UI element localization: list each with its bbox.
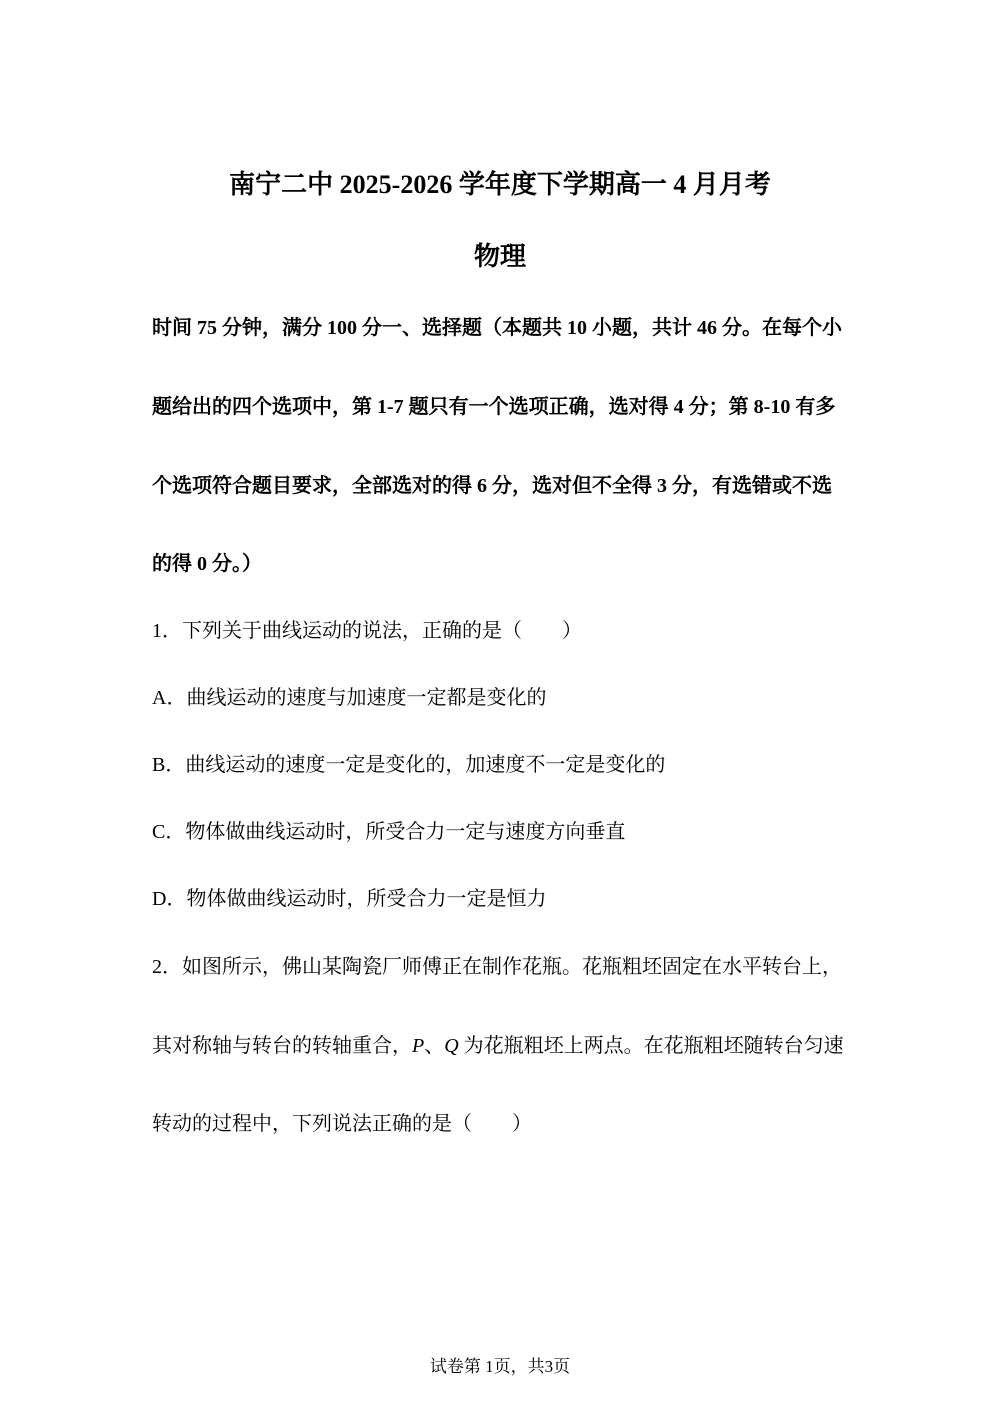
question-2-stem-line: [152, 1036, 844, 1056]
question-2-stem-line: 转动的过程中，下列说法正确的是（ ）: [152, 1113, 532, 1135]
question-1-option-a: A．曲线运动的速度与加速度一定都是变化的: [152, 687, 547, 709]
separator: 、: [424, 1035, 445, 1057]
instruction-line: 时间 75 分钟，满分 100 分一、选择题（本题共 10 小题，共计 46 分。在每个小: [152, 317, 842, 339]
instruction-line: 的得 0 分。）: [152, 553, 262, 575]
stem-text: 为花瓶粗坯上两点。在花瓶粗坯随转台匀速: [458, 1035, 844, 1057]
question-1-option-c: C．物体做曲线运动时，所受合力一定与速度方向垂直: [152, 821, 626, 843]
question-1-stem: 1．下列关于曲线运动的说法，正确的是（ ）: [152, 620, 582, 642]
question-2-stem-line: 2．如图所示，佛山某陶瓷厂师傅正在制作花瓶。花瓶粗坯固定在水平转台上，: [152, 956, 842, 978]
stem-text: 其对称轴与转台的转轴重合，: [152, 1035, 412, 1057]
instruction-line: 个选项符合题目要求，全部选对的得 6 分，选对但不全得 3 分，有选错或不选: [152, 475, 832, 497]
subject-title: 物理: [473, 242, 526, 271]
page-footer: 试卷第 1页，共3页: [429, 1357, 571, 1376]
point-q-label: Q: [444, 1035, 459, 1057]
exam-title: 南宁二中 2025-2026 学年度下学期高一 4 月月考: [229, 170, 771, 199]
point-p-label: P: [412, 1035, 425, 1057]
instruction-line: 题给出的四个选项中，第 1-7 题只有一个选项正确，选对得 4 分；第 8-10 有多: [152, 396, 836, 418]
question-1-option-b: B．曲线运动的速度一定是变化的，加速度不一定是变化的: [152, 754, 666, 776]
question-1-option-d: D．物体做曲线运动时，所受合力一定是恒力: [152, 888, 547, 910]
